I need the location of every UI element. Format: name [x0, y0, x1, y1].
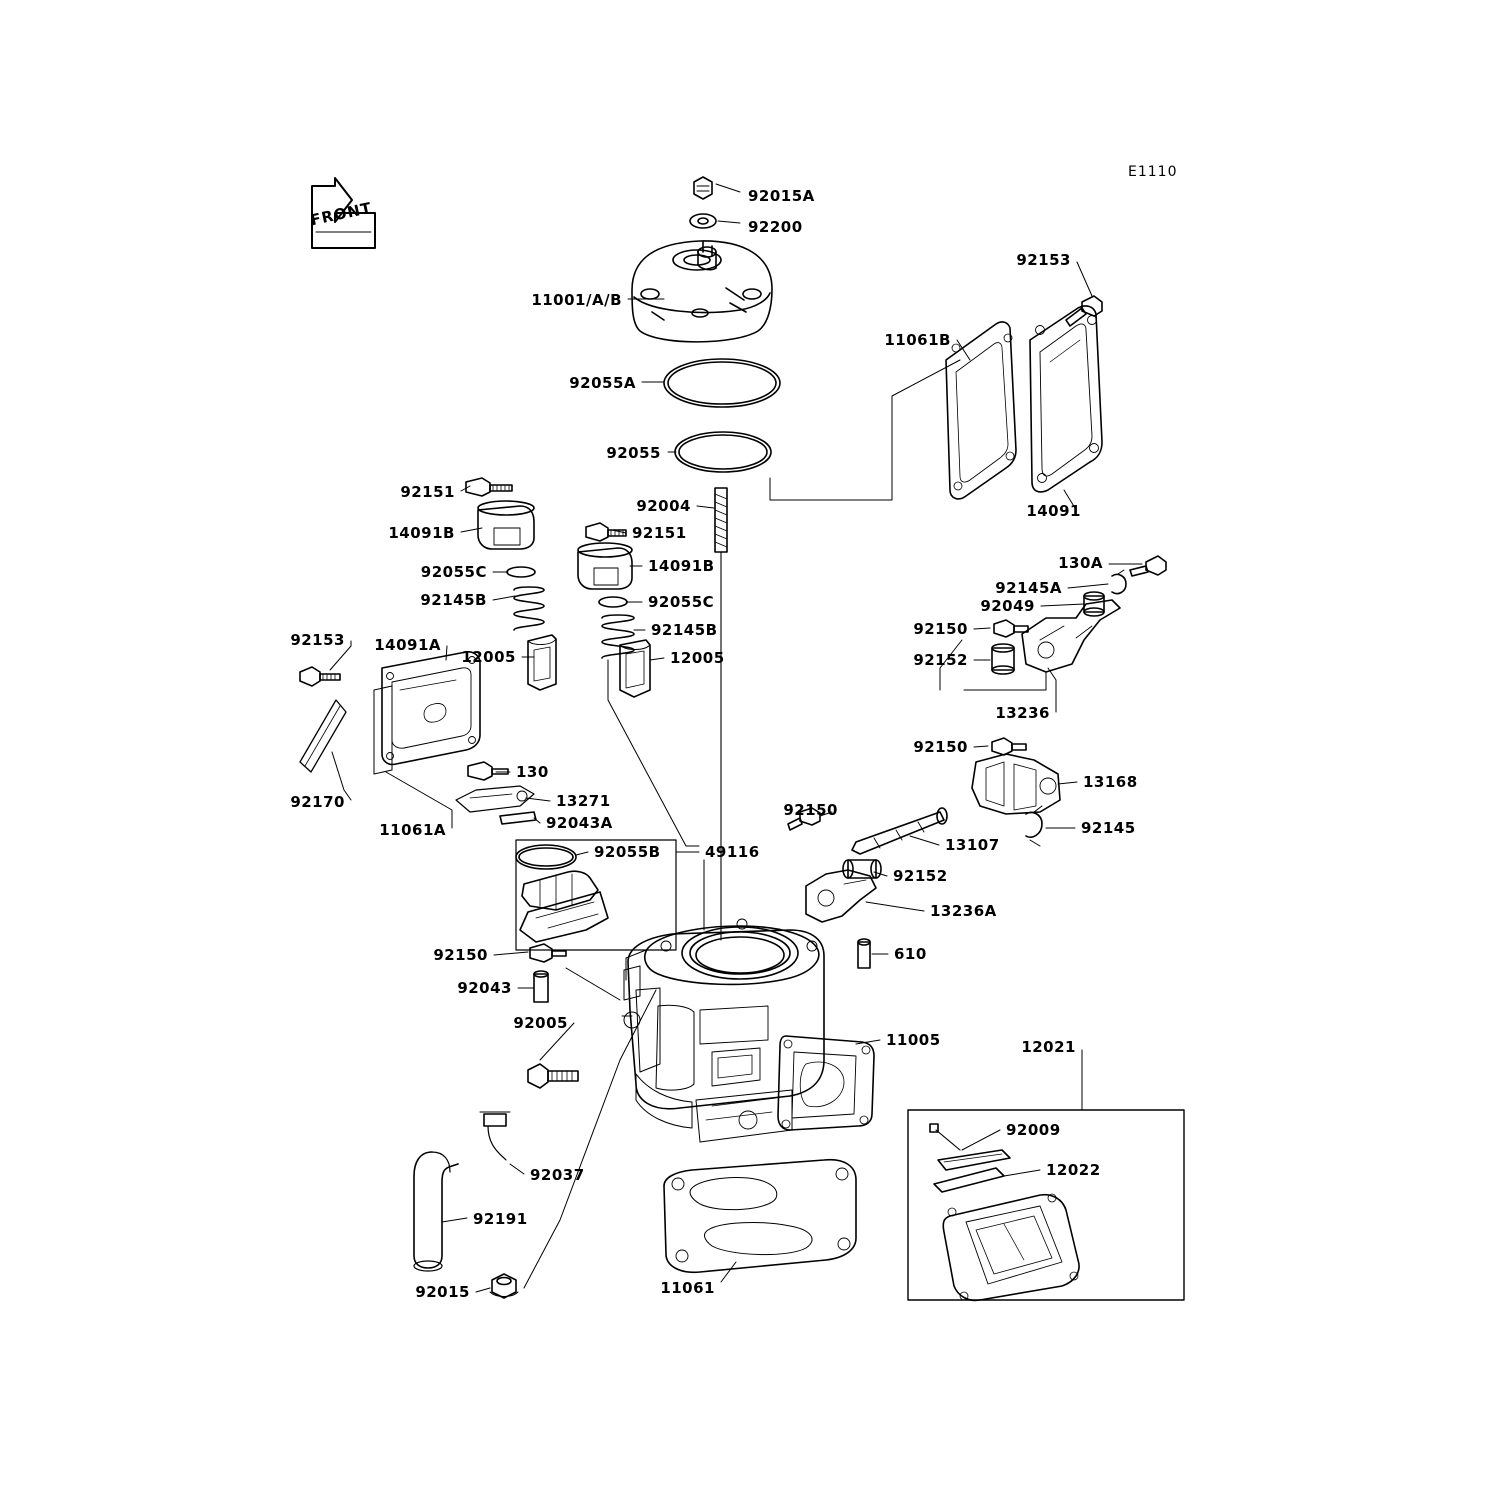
- part-number-label[interactable]: 92150: [913, 738, 968, 756]
- part-number-label[interactable]: 11061B: [884, 331, 951, 349]
- part-number-label[interactable]: 130A: [1058, 554, 1103, 572]
- part-92191-hose: [414, 1152, 458, 1271]
- part-number-label[interactable]: 11005: [886, 1031, 941, 1049]
- part-92200-washer: [690, 214, 716, 228]
- part-12005-valve-left: [528, 635, 556, 690]
- front-label: FRONT: [308, 198, 374, 230]
- part-number-label[interactable]: 92153: [1016, 251, 1071, 269]
- part-11001-cylinder-head: [632, 241, 772, 342]
- part-13236-lever: [1022, 600, 1120, 672]
- part-number-label[interactable]: 92015A: [748, 187, 815, 205]
- part-92015A-nut: [694, 177, 712, 199]
- part-13168-rod-holder: [972, 754, 1060, 814]
- part-number-label[interactable]: 92015: [415, 1283, 470, 1301]
- part-130A-bolt: [1130, 556, 1166, 576]
- part-number-label[interactable]: 12022: [1046, 1161, 1101, 1179]
- part-12022-reed: [934, 1150, 1010, 1192]
- part-92043-pin: [534, 971, 548, 1002]
- part-number-label[interactable]: 92043A: [546, 814, 613, 832]
- part-92145A-clip: [1112, 570, 1126, 594]
- part-number-label[interactable]: 130: [516, 763, 549, 781]
- part-92055C-oring-center: [599, 597, 627, 607]
- part-92153-bolt-left: [300, 667, 340, 686]
- part-number-label[interactable]: 92009: [1006, 1121, 1061, 1139]
- part-12005-valve-center: [620, 640, 650, 697]
- part-number-label[interactable]: 14091B: [388, 524, 455, 542]
- part-number-label[interactable]: 92004: [636, 497, 691, 515]
- part-49116-assembly: [520, 871, 608, 942]
- part-92150-bolt-right-upper: [994, 620, 1028, 637]
- part-number-label[interactable]: 13271: [556, 792, 611, 810]
- part-92055C-oring-left: [507, 567, 535, 577]
- part-number-label[interactable]: 92153: [290, 631, 345, 649]
- part-92150-bolt-right-lower: [992, 738, 1026, 755]
- part-14091B-cover-center: [578, 543, 632, 589]
- part-92151-bolt-left: [466, 478, 512, 496]
- part-number-label[interactable]: 92200: [748, 218, 803, 236]
- part-92055A-oring: [664, 359, 780, 407]
- part-number-label[interactable]: 92043: [457, 979, 512, 997]
- part-12021-reed-valve-body: [943, 1194, 1079, 1300]
- part-92037-clamp: [480, 1112, 510, 1160]
- part-92145B-spring-center: [602, 615, 634, 658]
- part-number-label[interactable]: 92150: [433, 946, 488, 964]
- part-number-label[interactable]: 92037: [530, 1166, 585, 1184]
- part-number-label[interactable]: 610: [894, 945, 927, 963]
- part-number-label[interactable]: 92145B: [651, 621, 718, 639]
- part-130-bolt: [468, 762, 508, 780]
- part-92152-collar: [992, 644, 1014, 674]
- part-13107-shaft: [852, 808, 947, 854]
- part-number-label[interactable]: 92150: [913, 620, 968, 638]
- part-92004-stud: [715, 488, 727, 940]
- part-14091A-cover: [382, 652, 480, 765]
- part-number-label[interactable]: 14091A: [374, 636, 441, 654]
- part-13271-plate: [456, 786, 534, 812]
- diagram-code: E1110: [1128, 164, 1178, 180]
- part-11061-base-gasket: [664, 1160, 856, 1273]
- part-number-label[interactable]: 92145B: [420, 591, 487, 609]
- part-number-label[interactable]: 13236A: [930, 902, 997, 920]
- part-number-label[interactable]: 12005: [461, 648, 516, 666]
- part-92009-screw: [930, 1124, 960, 1150]
- part-number-label[interactable]: 14091B: [648, 557, 715, 575]
- part-number-label[interactable]: 12005: [670, 649, 725, 667]
- part-number-label[interactable]: 92055C: [420, 563, 487, 581]
- part-92055-oring: [675, 432, 771, 472]
- part-number-label[interactable]: 11061: [660, 1279, 715, 1297]
- part-11005-cylinder: [622, 919, 874, 1142]
- part-number-label[interactable]: 92055: [606, 444, 661, 462]
- part-number-label[interactable]: 92055C: [648, 593, 715, 611]
- part-number-label[interactable]: 12021: [1021, 1038, 1076, 1056]
- part-14091-cover: [1030, 306, 1102, 492]
- part-number-label[interactable]: 49116: [705, 843, 760, 861]
- part-number-label[interactable]: 92150: [783, 801, 838, 819]
- part-number-label[interactable]: 13168: [1083, 773, 1138, 791]
- part-92145B-spring-left: [514, 587, 544, 630]
- part-number-label[interactable]: 92151: [632, 524, 687, 542]
- part-number-label[interactable]: 11001/A/B: [531, 291, 622, 309]
- part-number-label[interactable]: 92170: [290, 793, 345, 811]
- part-92152-collar-right: [843, 860, 881, 878]
- part-number-label[interactable]: 13107: [945, 836, 1000, 854]
- part-14091B-cover-left: [478, 501, 534, 549]
- part-number-label[interactable]: 92191: [473, 1210, 528, 1228]
- part-610-dowel: [858, 939, 870, 968]
- part-11061B-gasket: [946, 322, 1016, 499]
- part-92170-rod: [300, 700, 346, 772]
- part-92150-bolt-lower-left: [530, 944, 566, 962]
- part-number-label[interactable]: 92152: [913, 651, 968, 669]
- part-number-label[interactable]: 92151: [400, 483, 455, 501]
- part-number-label[interactable]: 92049: [980, 597, 1035, 615]
- part-number-label[interactable]: 13236: [995, 704, 1050, 722]
- part-number-label[interactable]: 92055B: [594, 843, 661, 861]
- part-number-label[interactable]: 92145: [1081, 819, 1136, 837]
- part-number-label[interactable]: 92145A: [995, 579, 1062, 597]
- part-number-label[interactable]: 92055A: [569, 374, 636, 392]
- part-92005-fitting: [528, 1064, 578, 1088]
- part-11061A-gasket: [374, 686, 392, 774]
- part-number-label[interactable]: 92152: [893, 867, 948, 885]
- part-number-label[interactable]: 92005: [513, 1014, 568, 1032]
- part-number-label[interactable]: 14091: [1026, 502, 1081, 520]
- part-number-label[interactable]: 11061A: [379, 821, 446, 839]
- part-92015-nut: [490, 1274, 518, 1298]
- part-92043A-pin: [500, 812, 536, 824]
- part-92055B-oring: [516, 845, 576, 869]
